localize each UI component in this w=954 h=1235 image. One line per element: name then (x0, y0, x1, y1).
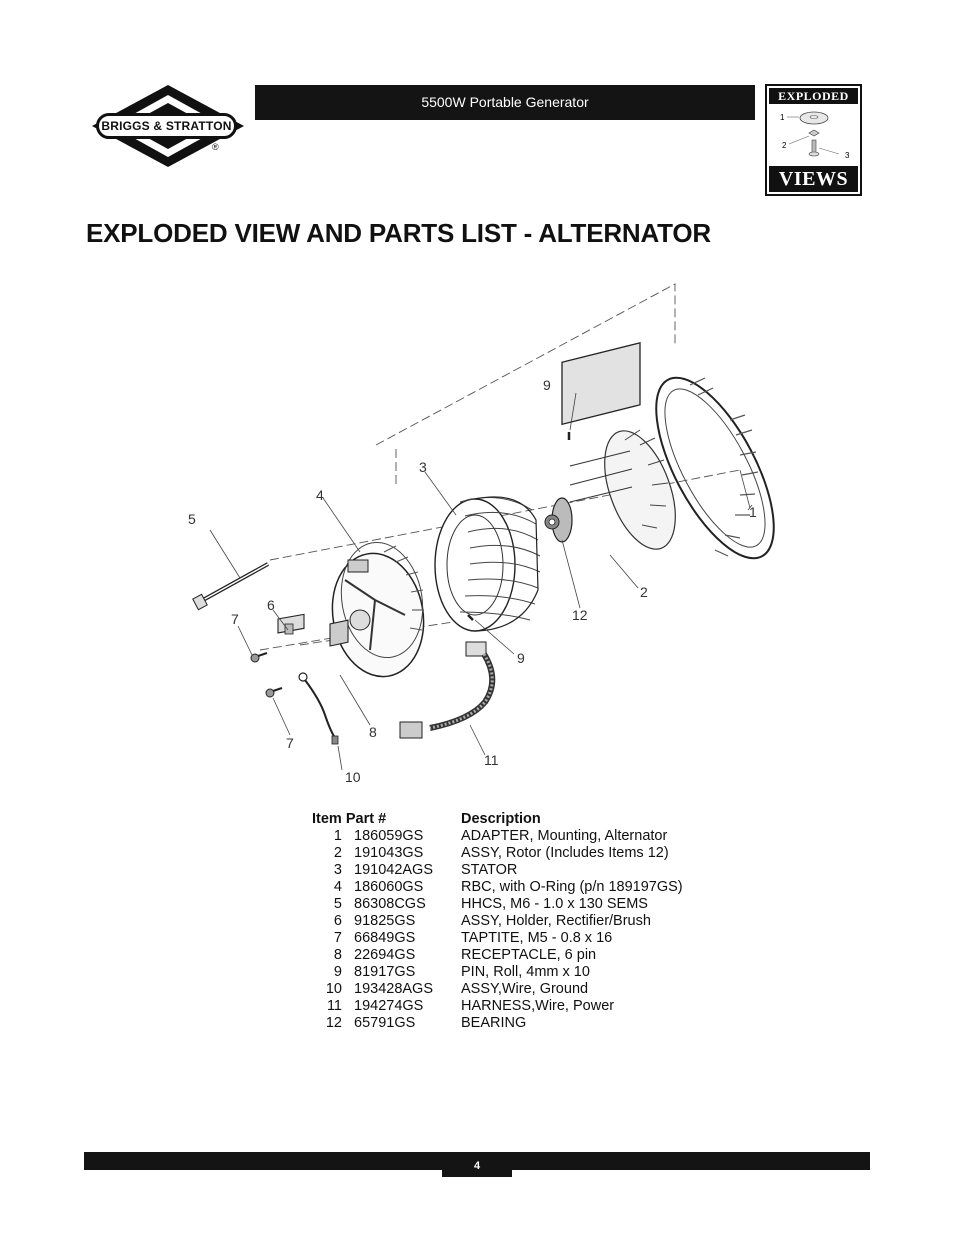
badge-bottom-label: VIEWS (769, 166, 858, 192)
item-number: 1 (333, 828, 342, 844)
item-number: 7 (333, 930, 342, 946)
badge-top-label: EXPLODED (769, 88, 858, 104)
parts-row (312, 896, 683, 913)
part-number: 194274GS (354, 998, 424, 1014)
callout-2: 2 (640, 584, 648, 600)
ground-wire-part (299, 673, 338, 744)
part-number: 91825GS (354, 913, 416, 929)
callout-3: 3 (419, 459, 427, 475)
callout-12: 12 (572, 607, 588, 623)
parts-row (312, 947, 683, 964)
receptacle-part (330, 620, 348, 646)
callout-5: 5 (188, 511, 196, 527)
parts-list-header (312, 811, 683, 828)
callout-7-upper: 7 (231, 611, 239, 627)
item-number: 3 (333, 862, 342, 878)
exploded-views-badge (765, 84, 862, 196)
part-description: STATOR (461, 862, 518, 878)
page-number-tab (442, 1152, 512, 1177)
callout-6: 6 (267, 597, 275, 613)
part-number: 66849GS (354, 930, 416, 946)
item-number: 6 (333, 913, 342, 929)
item-number: 8 (333, 947, 342, 963)
header-description: Description (461, 811, 541, 827)
part-number: 186059GS (354, 828, 424, 844)
part-description: HARNESS,Wire, Power (461, 998, 615, 1014)
registered-mark: ® (212, 142, 219, 152)
callout-8: 8 (369, 724, 377, 740)
callout-10: 10 (345, 769, 361, 785)
callout-9-upper: 9 (543, 377, 551, 393)
part-description: RBC, with O-Ring (p/n 189197GS) (461, 879, 683, 895)
parts-row (312, 862, 683, 879)
taptite-screw-part (251, 653, 282, 697)
callout-9-lower: 9 (517, 650, 525, 666)
parts-row (312, 879, 683, 896)
part-number: 65791GS (354, 1015, 416, 1031)
part-number: 191043GS (354, 845, 424, 861)
parts-row (312, 998, 683, 1015)
part-number: 191042AGS (354, 862, 434, 878)
item-number: 12 (325, 1015, 342, 1031)
callout-7-lower: 7 (286, 735, 294, 751)
through-bolt-part (193, 564, 268, 610)
exploded-diagram (170, 270, 810, 795)
alternator-exploded-illustration (170, 270, 810, 790)
parts-row (312, 1015, 683, 1032)
header-item-part: Item Part # (312, 811, 387, 827)
item-number: 11 (326, 998, 342, 1014)
badge-callout-3: 3 (845, 151, 850, 160)
part-description: TAPTITE, M5 - 0.8 x 16 (461, 930, 613, 946)
item-number: 9 (333, 964, 342, 980)
callout-11: 11 (484, 752, 499, 768)
parts-row (312, 845, 683, 862)
badge-mini-diagram-icon (767, 104, 860, 170)
part-description: ADAPTER, Mounting, Alternator (461, 828, 668, 844)
part-number: 186060GS (354, 879, 424, 895)
part-description: HHCS, M6 - 1.0 x 130 SEMS (461, 896, 648, 912)
item-number: 2 (333, 845, 342, 861)
brush-holder-part (278, 614, 304, 634)
header-bar (255, 85, 755, 120)
part-number: 86308CGS (354, 896, 426, 912)
callout-4: 4 (316, 487, 324, 503)
item-number: 4 (333, 879, 342, 895)
part-description: BEARING (461, 1015, 527, 1031)
header-title: 5500W Portable Generator (421, 94, 589, 110)
part-number: 193428AGS (354, 981, 434, 997)
bearing-carrier-part (323, 536, 433, 684)
parts-row (312, 828, 683, 845)
badge-callout-2: 2 (782, 141, 787, 150)
part-description: ASSY, Holder, Rectifier/Brush (461, 913, 651, 929)
parts-list (312, 811, 683, 1032)
stator-part (435, 497, 540, 631)
badge-callout-1: 1 (780, 113, 785, 122)
item-number: 5 (333, 896, 342, 912)
page-number: 4 (473, 1160, 481, 1172)
part-number: 81917GS (354, 964, 416, 980)
parts-row (312, 930, 683, 947)
part-description: ASSY,Wire, Ground (461, 981, 589, 997)
part-description: RECEPTACLE, 6 pin (461, 947, 597, 963)
item-number: 10 (325, 981, 342, 997)
parts-row (312, 913, 683, 930)
part-description: PIN, Roll, 4mm x 10 (461, 964, 590, 980)
briggs-stratton-logo (90, 83, 248, 169)
callout-1: 1 (749, 504, 757, 520)
brand-wordmark: BRIGGS & STRATTON (96, 113, 237, 139)
rotor-part (545, 343, 689, 559)
part-number: 22694GS (354, 947, 416, 963)
parts-row (312, 981, 683, 998)
parts-row (312, 964, 683, 981)
page-title: EXPLODED VIEW AND PARTS LIST - ALTERNATOR (86, 218, 711, 248)
part-description: ASSY, Rotor (Includes Items 12) (461, 845, 669, 861)
